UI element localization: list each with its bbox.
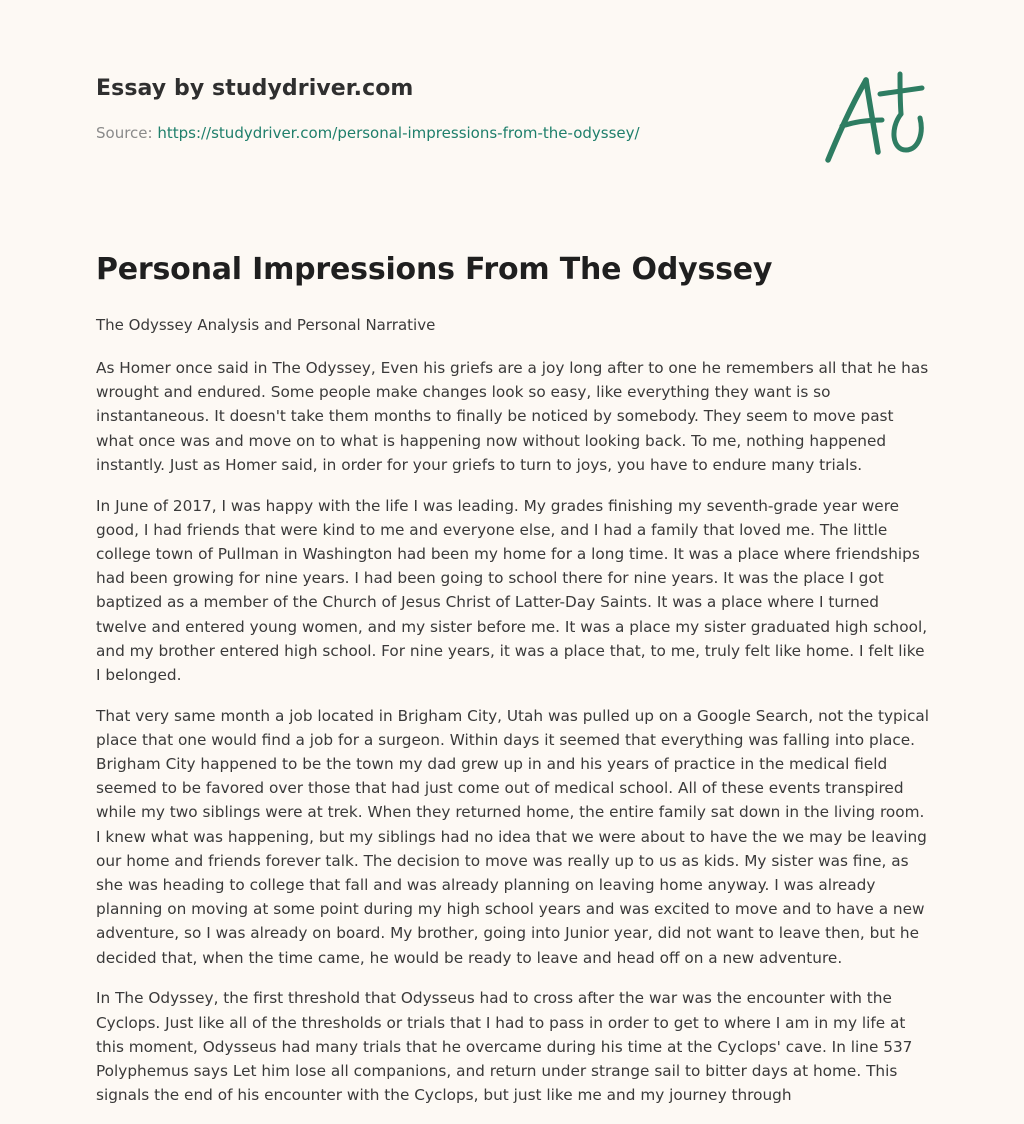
essay-paragraph: In June of 2017, I was happy with the life I was leading. My grades finishing my seventh-grade year were good, I had friends that were kind to me and everyone else, and I had a family that loved me. The little college town of Pullman in Washington had been my home for a long time. It was a place where friendships had been growing for nine years. I had been going to school there for nine years. It was the place I got baptized as a member of the Church of Jesus Christ of Latter-Day Saints. It was a place where I turned twelve and entered young women, and my sister before me. It was a place my sister graduated high school, and my brother entered high school. For nine years, it was a place that, to me, truly felt like home. I felt like I belonged. bbox=[96, 496, 928, 684]
essay-subtitle: The Odyssey Analysis and Personal Narrative bbox=[96, 316, 436, 334]
essay-paragraph: That very same month a job located in Brigham City, Utah was pulled up on a Google Search, not the typical place that one would find a job for a surgeon. Within days it seemed that everything was falling into place. Brigham City happened to be the town my dad grew up in and his years of practice in the medical field seemed to be favored over those that had just come out of medical school. All of these events transpired while my two siblings were at trek. When they returned home, the entire family sat down in the living room. I knew what was happening, but my siblings had no idea that we were about to have the we may be leaving our home and friends forever talk. The decision to move was really up to us as kids. My sister was fine, as she was heading to college that fall and was already planning on leaving home anyway. I was already planning on moving at some point during my high school years and was excited to move and to have a new adventure, so I was already on board. My brother, going into Junior year, did not want to leave then, but he decided that, when the time came, he would be ready to leave and head off on a new adventure. bbox=[96, 706, 930, 967]
source-line bbox=[96, 124, 640, 142]
source-label: Source: bbox=[96, 124, 158, 142]
a-plus-logo-icon bbox=[820, 66, 930, 166]
essay-paragraph: In The Odyssey, the first threshold that Odysseus had to cross after the war was the encounter with the Cyclops. Just like all of the thresholds or trials that I had to pass in order to get to where I am in my life at this moment, Odysseus had many trials that he overcame during his time at the Cyclops' cave. In line 537 Polyphemus says Let him lose all companions, and return under strange sail to bitter days at home. This signals the end of his encounter with the Cyclops, but just like me and my journey through bbox=[96, 989, 913, 1105]
site-brand: Essay by studydriver.com bbox=[96, 76, 414, 101]
source-link[interactable]: https://studydriver.com/personal-impressions-from-the-odyssey/ bbox=[157, 124, 640, 142]
essay-title: Personal Impressions From The Odyssey bbox=[96, 252, 773, 287]
essay-body bbox=[96, 356, 930, 1124]
essay-paragraph: As Homer once said in The Odyssey, Even his griefs are a joy long after to one he remembers all that he has wrought and endured. Some people make changes look so easy, like everything they want is so instantaneous. It doesn't take them months to finally be noticed by somebody. They seem to move past what once was and move on to what is happening now without looking back. To me, nothing happened instantly. Just as Homer said, in order for your griefs to turn to joys, you have to endure many trials. bbox=[96, 359, 929, 474]
